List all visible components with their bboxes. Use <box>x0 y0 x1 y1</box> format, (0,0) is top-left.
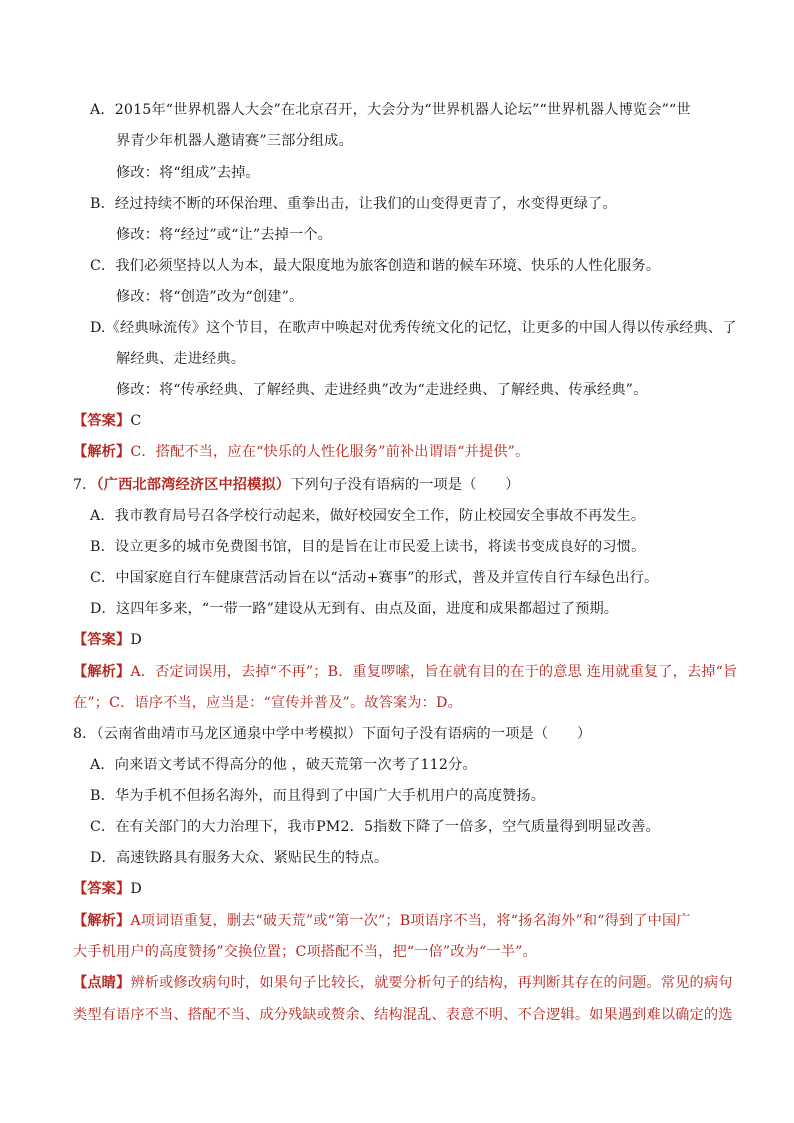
q7-source: （广西北部湾经济区中招模拟） <box>96 477 291 493</box>
q7-answer <box>73 630 142 650</box>
q6-option-a-fix: 修改：将“组成”去掉。 <box>116 165 260 181</box>
q7-number: 7． <box>73 477 97 493</box>
q6-option-c-fix: 修改：将“创造”改为“创建”。 <box>116 289 304 305</box>
q8-tip-line2: 类型有语序不当、搭配不当、成分残缺或赘余、结构混乱、表意不明、不合逻辑。如果遇到难以确定的选 <box>73 1007 733 1023</box>
q6-option-b: B．经过持续不断的环保治理、重拳出击，让我们的山变得更青了，水变得更绿了。 <box>90 196 617 212</box>
analysis-text: A项词语重复，删去“破天荒”或“第一次”；B项语序不当，将“扬名海外”和“得到了中国广 <box>130 913 691 929</box>
q6-option-d-line2: 解经典、走进经典。 <box>116 351 246 367</box>
analysis-label: 【解析】 <box>73 913 131 929</box>
q7-stem-text: 下列句子没有语病的一项是（ ） <box>290 477 520 493</box>
q6-option-d-fix: 修改：将“传承经典、了解经典、走进经典”改为“走进经典、了解经典、传承经典”。 <box>116 382 648 398</box>
q6-option-c: C．我们必须坚持以人为本，最大限度地为旅客创造和谐的候车环境、快乐的人性化服务。 <box>90 258 661 274</box>
tip-text: 辨析或修改病句时，如果句子比较长，就要分析句子的结构，再判断其存在的问题。常见的病句 <box>130 975 733 991</box>
q8-option-d: D．高速铁路具有服务大众、紧贴民生的特点。 <box>90 850 389 866</box>
answer-value: D <box>130 881 142 897</box>
q6-option-a-line2: 界青少年机器人邀请赛”三部分组成。 <box>116 133 353 149</box>
q7-option-b: B．设立更多的城市免费图书馆，目的是旨在让市民爱上读书，将读书变成良好的习惯。 <box>90 539 646 555</box>
q8-option-c: C．在有关部门的大力治理下，我市PM2．5指数下降了一倍多，空气质量得到明显改善。 <box>90 819 660 835</box>
q8-analysis-line2: 大手机用户的高度赞扬”交换位置；C项搭配不当，把“一倍”改为“一半”。 <box>73 944 537 960</box>
analysis-text: C．搭配不当，应在“快乐的人性化服务”前补出谓语“并提供”。 <box>130 444 530 460</box>
analysis-label: 【解析】 <box>73 444 131 460</box>
q6-option-a-line1: A．2015年“世界机器人大会”在北京召开，大会分为“世界机器人论坛”“世界机器人博览会”“世 <box>90 102 691 118</box>
answer-label: 【答案】 <box>73 413 131 429</box>
answer-value: D <box>130 632 142 648</box>
answer-label: 【答案】 <box>73 632 131 648</box>
q7-analysis-line2: 在”；C．语序不当，应当是：“宣传并普及”。故答案为：D。 <box>73 695 462 711</box>
q6-option-b-fix: 修改：将“经过”或“让”去掉一个。 <box>116 227 333 243</box>
analysis-text: A．否定词误用，去掉“不再”；B．重复啰嗦，旨在就有目的在于的意思 连用就重复了，去掉“旨 <box>130 664 738 680</box>
q8-tip-line1 <box>73 973 733 993</box>
tip-label: 【点睛】 <box>73 975 131 991</box>
q7-stem <box>73 475 520 495</box>
q7-option-d: D．这四年多来，“一带一路”建设从无到有、由点及面，进度和成果都超过了预期。 <box>90 601 619 617</box>
q8-stem: 8．（云南省曲靖市马龙区通泉中学中考模拟）下面句子没有语病的一项是（ ） <box>73 726 592 742</box>
q8-option-b: B．华为手机不但扬名海外，而且得到了中国广大手机用户的高度赞扬。 <box>90 788 546 804</box>
q8-answer <box>73 879 142 899</box>
q8-analysis-line1 <box>73 911 691 931</box>
q6-analysis <box>73 442 529 462</box>
q6-answer <box>73 411 141 431</box>
q7-analysis-line1 <box>73 662 737 682</box>
q6-option-d-line1: D.《经典咏流传》这个节目，在歌声中唤起对优秀传统文化的记忆，让更多的中国人得以传承经典、了 <box>90 320 737 336</box>
answer-value: C <box>130 413 142 429</box>
q7-option-a: A．我市教育局号召各学校行动起来，做好校园安全工作，防止校园安全事故不再发生。 <box>90 508 646 524</box>
q8-option-a: A．向来语文考试不得高分的他 ，破天荒第一次考了112分。 <box>90 757 477 773</box>
answer-label: 【答案】 <box>73 881 131 897</box>
q7-option-c: C．中国家庭自行车健康营活动旨在以“活动+赛事”的形式，普及并宣传自行车绿色出行。 <box>90 570 659 586</box>
analysis-label: 【解析】 <box>73 664 131 680</box>
